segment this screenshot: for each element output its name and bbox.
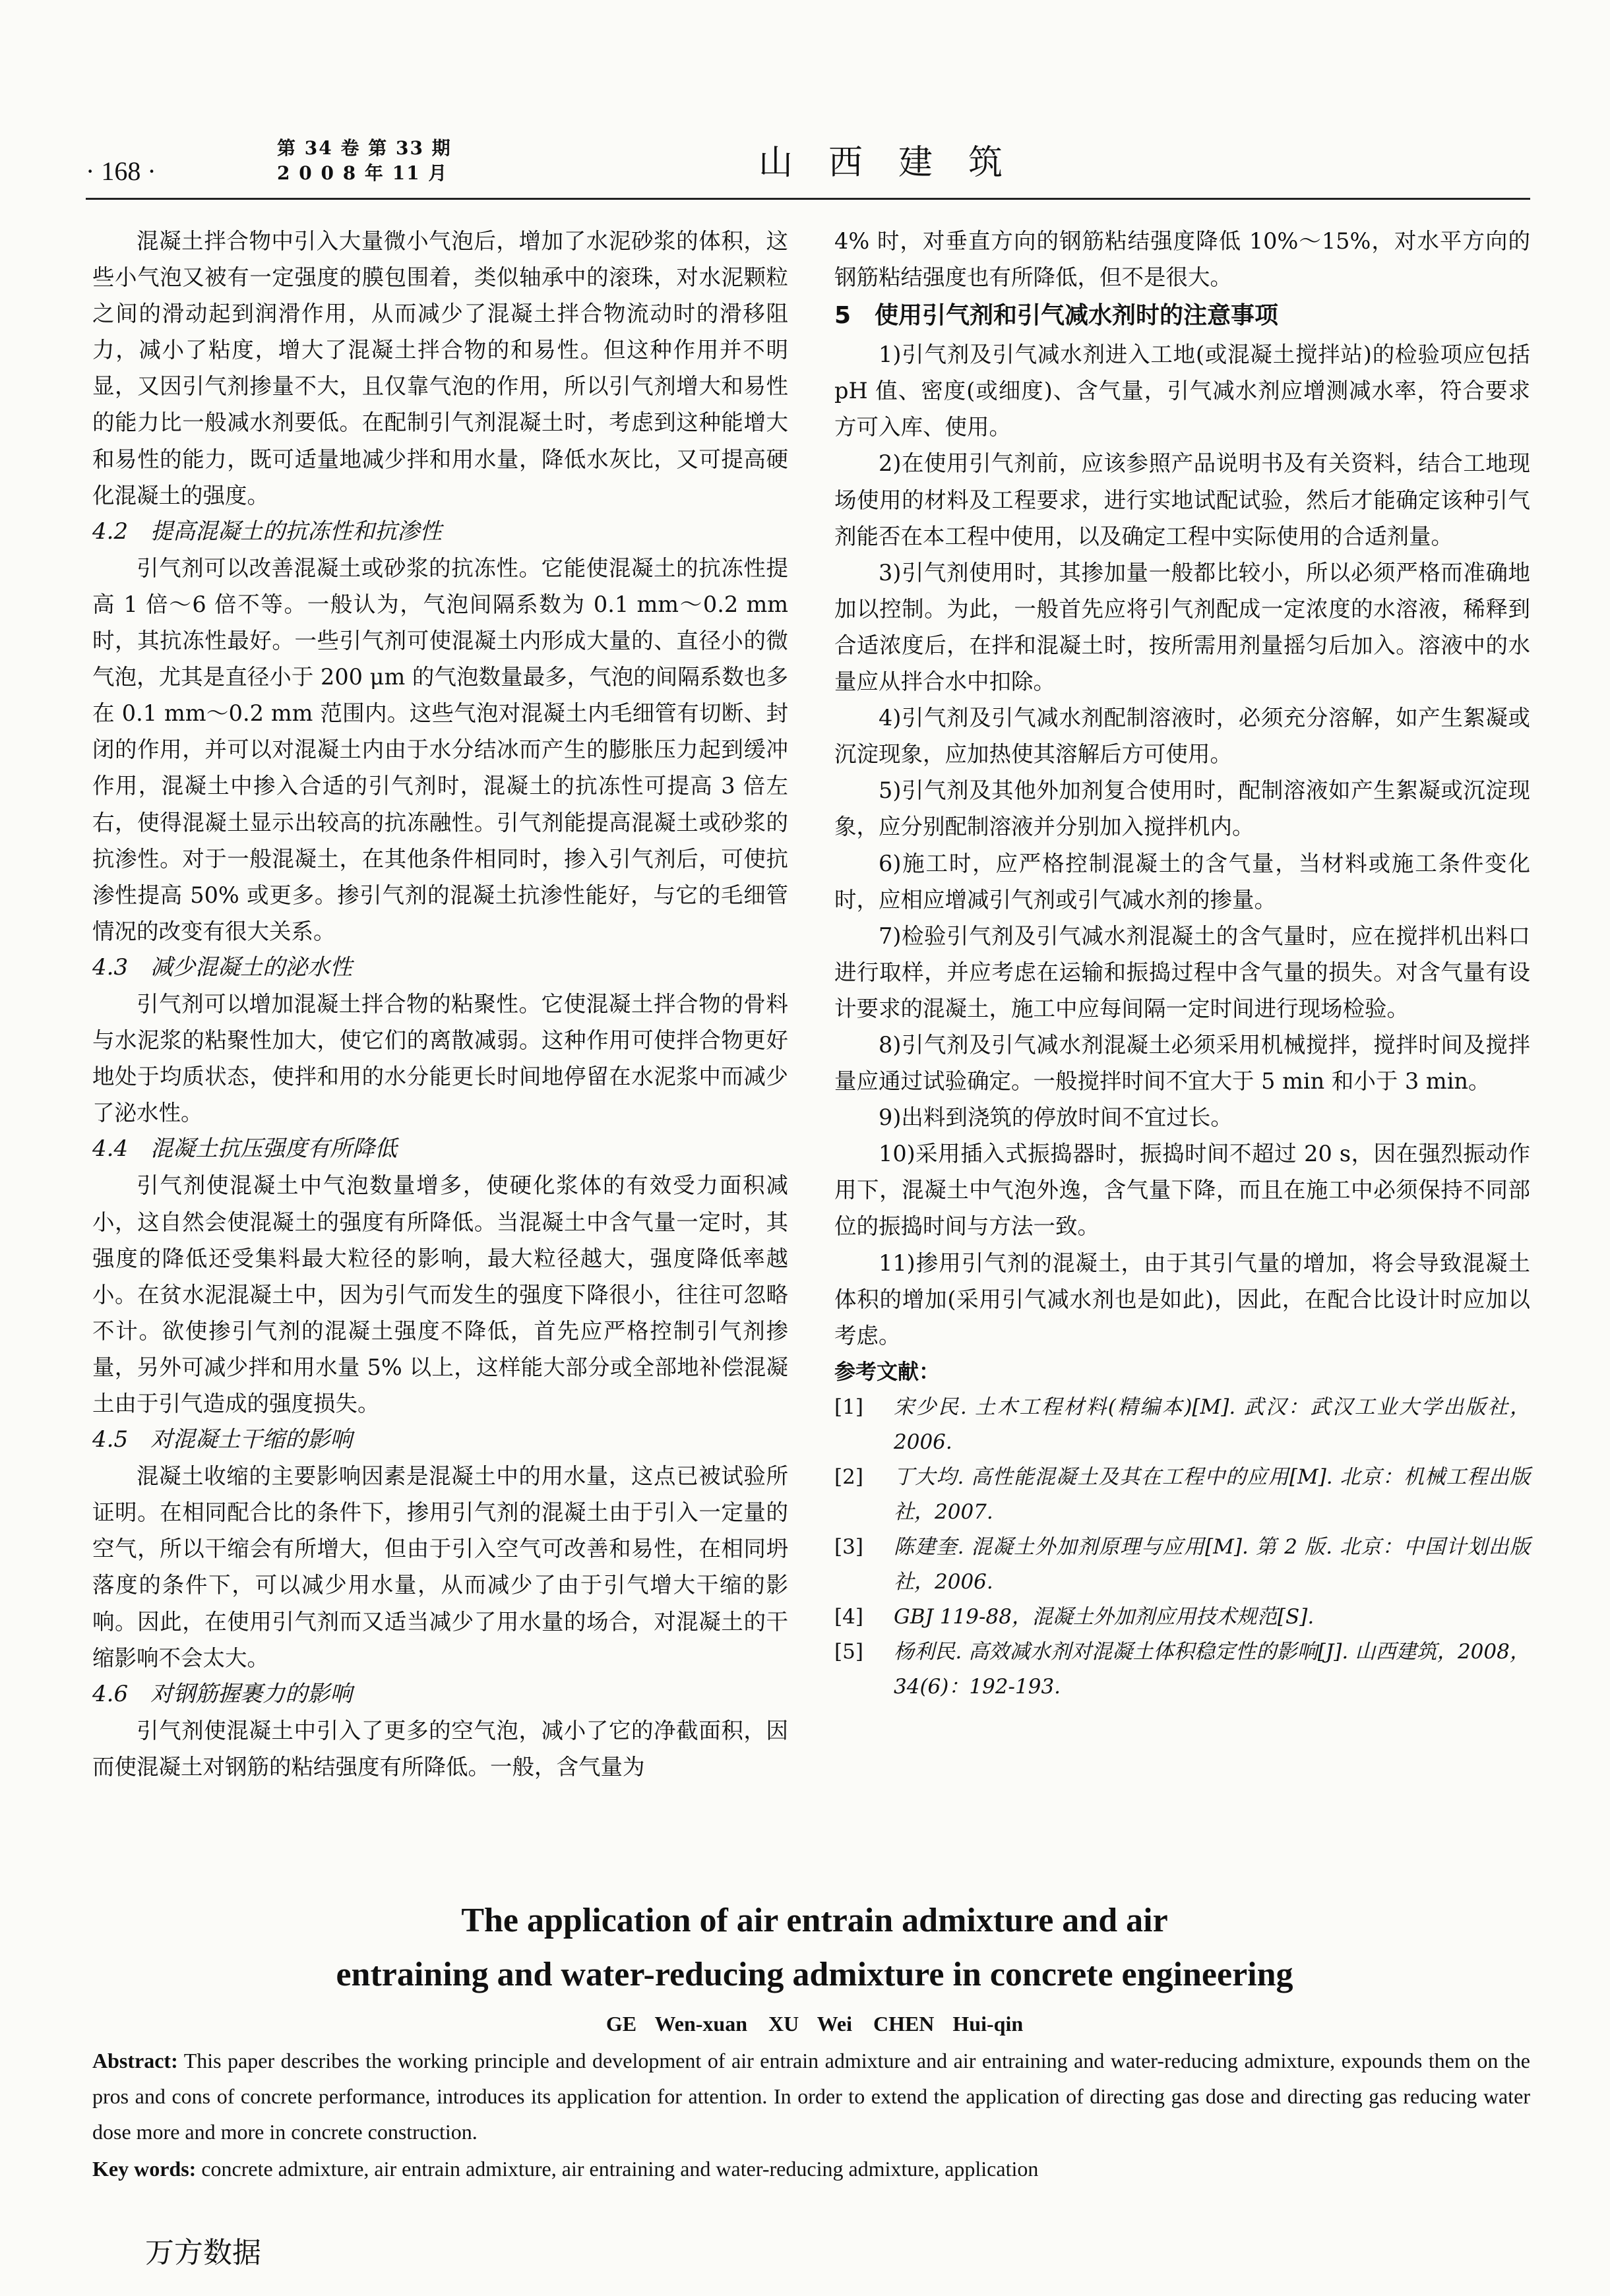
header-rule	[86, 198, 1530, 200]
section-heading-4-3: 4.3 减少混凝土的泌水性	[92, 953, 353, 981]
reference-list	[834, 1390, 1530, 1705]
paragraph: 引气剂可以增加混凝土拌合物的粘聚性。它使混凝土拌合物的骨料与水泥浆的粘聚性加大，使它们的离散减弱。这种作用可使拌合物更好地处于均质状态，使拌和用的水分能更长时间地停留在水泥浆中而减少了泌水性。	[92, 990, 788, 1126]
paragraph: 4% 时，对垂直方向的钢筋粘结强度降低 10%～15%，对水平方向的钢筋粘结强度也有所降低，但不是很大。	[834, 228, 1530, 291]
note-item-11: 11)掺用引气剂的混凝土，由于其引气量的增加，将会导致混凝土体积的增加(采用引气减水剂也是如此)，因此，在配合比设计时应加以考虑。	[834, 1250, 1530, 1348]
section-heading-4-6: 4.6 对钢筋握裹力的影响	[92, 1680, 353, 1707]
section-heading-4-4: 4.4 混凝土抗压强度有所降低	[92, 1135, 398, 1163]
reference-text: GBJ 119-88，混凝土外加剂应用技术规范[S].	[894, 1604, 1315, 1629]
note-item-3: 3)引气剂使用时，其掺加量一般都比较小，所以必须严格而准确地加以控制。为此，一般首先应将引气剂配成一定浓度的水溶液，稀释到合适浓度后，在拌和混凝土时，按所需用剂量摇匀后加入。溶液中的水量应从拌合水中扣除。	[834, 559, 1530, 695]
paragraph: 引气剂可以改善混凝土或砂浆的抗冻性。它能使混凝土的抗冻性提高 1 倍～6 倍不等。一般认为，气泡间隔系数为 0.1 mm～0.2 mm 时，其抗冻性最好。一些引气剂可使混凝土内形成大量的、直径小的微气泡，尤其是直径小于 200 μm 的气泡数量最多，气泡的间隔系数也多在 0.1 mm～0.2 mm 范围内。这些气泡对混凝土内毛细管有切断、封闭的作用，并可以对混凝土内由于水分结冰而产生的膨胀压力起到缓冲作用，混凝土中掺入合适的引气剂时，混凝土的抗冻性可提高 3 倍左右，使得混凝土显示出较高的抗冻融性。引气剂能提高混凝土或砂浆的抗渗性。对于一般混凝土，在其他条件相同时，掺入引气剂后，可使抗渗性提高 50% 或更多。掺引气剂的混凝土抗渗性能好，与它的毛细管情况的改变有很大关系。	[92, 555, 788, 944]
keywords-label: Key words:	[92, 2157, 197, 2181]
note-item-7: 7)检验引气剂及引气减水剂混凝土的含气量时，应在搅拌机出料口进行取样，并应考虑在运输和振捣过程中含气量的损失。对含气量有设计要求的混凝土，施工中应每间隔一定时间进行现场检验。	[834, 922, 1530, 1021]
page-number: · 168 ·	[86, 156, 156, 186]
reference-item	[834, 1635, 1530, 1705]
note-item-10: 10)采用插入式振捣器时，振捣时间不超过 20 s，因在强烈振动作用下，混凝土中气泡外逸，含气量下降，而且在施工中必须保持不同部位的振捣时间与方法一致。	[834, 1141, 1530, 1240]
paragraph: 混凝土拌合物中引入大量微小气泡后，增加了水泥砂浆的体积，这些小气泡又被有一定强度的膜包围着，类似轴承中的滚珠，对水泥颗粒之间的滑动起到润滑作用，从而减少了混凝土拌合物流动时的滑移阻力，减小了粘度，增大了混凝土拌合物的和易性。但这种作用并不明显，又因引气剂掺量不大，且仅靠气泡的作用，所以引气剂增大和易性的能力比一般减水剂要低。在配制引气剂混凝土时，考虑到这种能增大和易性的能力，既可适量地减少拌和用水量，降低水灰比，又可提高硬化混凝土的强度。	[92, 228, 788, 508]
references-heading: 参考文献：	[834, 1358, 941, 1384]
reference-item	[834, 1530, 1530, 1600]
english-title-line-2: entraining and water-reducing admixture in concrete engineering	[336, 1956, 1293, 1993]
section-heading-4-5: 4.5 对混凝土干缩的影响	[92, 1426, 353, 1453]
note-item-1: 1)引气剂及引气减水剂进入工地(或混凝土搅拌站)的检验项应包括 pH 值、密度(或细度)、含气量，引气减水剂应增测减水率，符合要求方可入库、使用。	[834, 342, 1530, 440]
note-item-8: 8)引气剂及引气减水剂混凝土必须采用机械搅拌，搅拌时间及搅拌量应通过试验确定。一般搅拌时间不宜大于 5 min 和小于 3 min。	[834, 1031, 1530, 1095]
footer-watermark: 万方数据	[145, 2236, 261, 2270]
english-authors: GE Wen-xuan XU Wei CHEN Hui-qin	[605, 2012, 1024, 2036]
abstract-text: This paper describes the working principle and development of air entrain admixture and air entraining and water-reducing admixture, expounds them on the pros and cons of concrete performance, introduces its application for attention. In order to extend the application of directing gas dose and directing gas reducing water dose more and more in concrete construction.	[92, 2049, 1531, 2144]
reference-number: [5]	[834, 1639, 863, 1664]
english-abstract	[92, 2043, 1530, 2150]
reference-item	[834, 1390, 1530, 1460]
abstract-label: Abstract:	[92, 2049, 178, 2072]
note-item-2: 2)在使用引气剂前，应该参照产品说明书及有关资料，结合工地现场使用的材料及工程要求，进行实地试配试验，然后才能确定该种引气剂能否在本工程中使用，以及确定工程中实际使用的合适剂量。	[834, 450, 1530, 549]
english-title-line-1: The application of air entrain admixture and air	[461, 1902, 1168, 1939]
note-item-4: 4)引气剂及引气减水剂配制溶液时，必须充分溶解，如产生絮凝或沉淀现象，应加热使其溶解后方可使用。	[834, 705, 1530, 768]
section-heading-4-2: 4.2 提高混凝土的抗冻性和抗渗性	[92, 518, 443, 545]
reference-item	[834, 1600, 1530, 1635]
paragraph: 混凝土收缩的主要影响因素是混凝土中的用水量，这点已被试验所证明。在相同配合比的条件下，掺用引气剂的混凝土由于引入一定量的空气，所以干缩会有所增大，但由于引入空气可改善和易性，在相同坍落度的条件下，可以减少用水量，从而减少了由于引气增大干缩的影响。因此，在使用引气剂而又适当减少了用水量的场合，对混凝土的干缩影响不会太大。	[92, 1463, 788, 1671]
note-item-9: 9)出料到浇筑的停放时间不宜过长。	[879, 1104, 1233, 1131]
reference-number: [1]	[834, 1395, 863, 1419]
journal-name: 山西建筑	[759, 143, 1039, 183]
volume-label: 第 34 卷 第 33 期	[277, 137, 452, 159]
paragraph: 引气剂使混凝土中气泡数量增多，使硬化浆体的有效受力面积减小，这自然会使混凝土的强度有所降低。当混凝土中含气量一定时，其强度的降低还受集料最大粒径的影响，最大粒径越大，强度降低率越小。在贫水泥混凝土中，因为引气而发生的强度下降很小，往往可忽略不计。欲使掺引气剂的混凝土强度不降低，首先应严格控制引气剂掺量，另外可减少拌和用水量 5% 以上，这样能大部分或全部地补偿混凝土由于引气造成的强度损失。	[92, 1172, 788, 1416]
reference-text: 丁大均. 高性能混凝土及其在工程中的应用[M]. 北京：机械工程出版社，2007.	[894, 1465, 1530, 1524]
english-keywords	[92, 2151, 1530, 2187]
paragraph: 引气剂使混凝土中引入了更多的空气泡，减小了它的净截面积，因而使混凝土对钢筋的粘结强度有所降低。一般，含气量为	[92, 1717, 788, 1780]
keywords-text: concrete admixture, air entrain admixture, air entraining and water-reducing admixture, application	[201, 2157, 1039, 2181]
page-header	[86, 132, 1530, 191]
english-title	[92, 1894, 1537, 2002]
section-heading-5: 5 使用引气剂和引气减水剂时的注意事项	[834, 302, 1279, 330]
reference-text: 宋少民. 土木工程材料(精编本)[M]. 武汉：武汉工业大学出版社，2006.	[894, 1395, 1530, 1454]
reference-text: 杨利民. 高效减水剂对混凝土体积稳定性的影响[J]. 山西建筑，2008，34(6)：192-193.	[894, 1639, 1530, 1699]
note-item-6: 6)施工时，应严格控制混凝土的含气量，当材料或施工条件变化时，应相应增减引气剂或引气减水剂的掺量。	[834, 850, 1530, 913]
right-column	[834, 223, 1530, 1705]
reference-number: [4]	[834, 1604, 863, 1629]
reference-item	[834, 1460, 1530, 1530]
reference-text: 陈建奎. 混凝土外加剂原理与应用[M]. 第 2 版. 北京：中国计划出版社，2006.	[894, 1534, 1530, 1594]
left-column	[92, 223, 788, 1785]
reference-number: [3]	[834, 1534, 863, 1559]
reference-number: [2]	[834, 1465, 863, 1489]
volume-issue	[277, 136, 452, 186]
issue-date: 2 0 0 8 年 11 月	[277, 162, 449, 184]
note-item-5: 5)引气剂及其他外加剂复合使用时，配制溶液如产生絮凝或沉淀现象，应分别配制溶液并分别加入搅拌机内。	[834, 777, 1530, 840]
